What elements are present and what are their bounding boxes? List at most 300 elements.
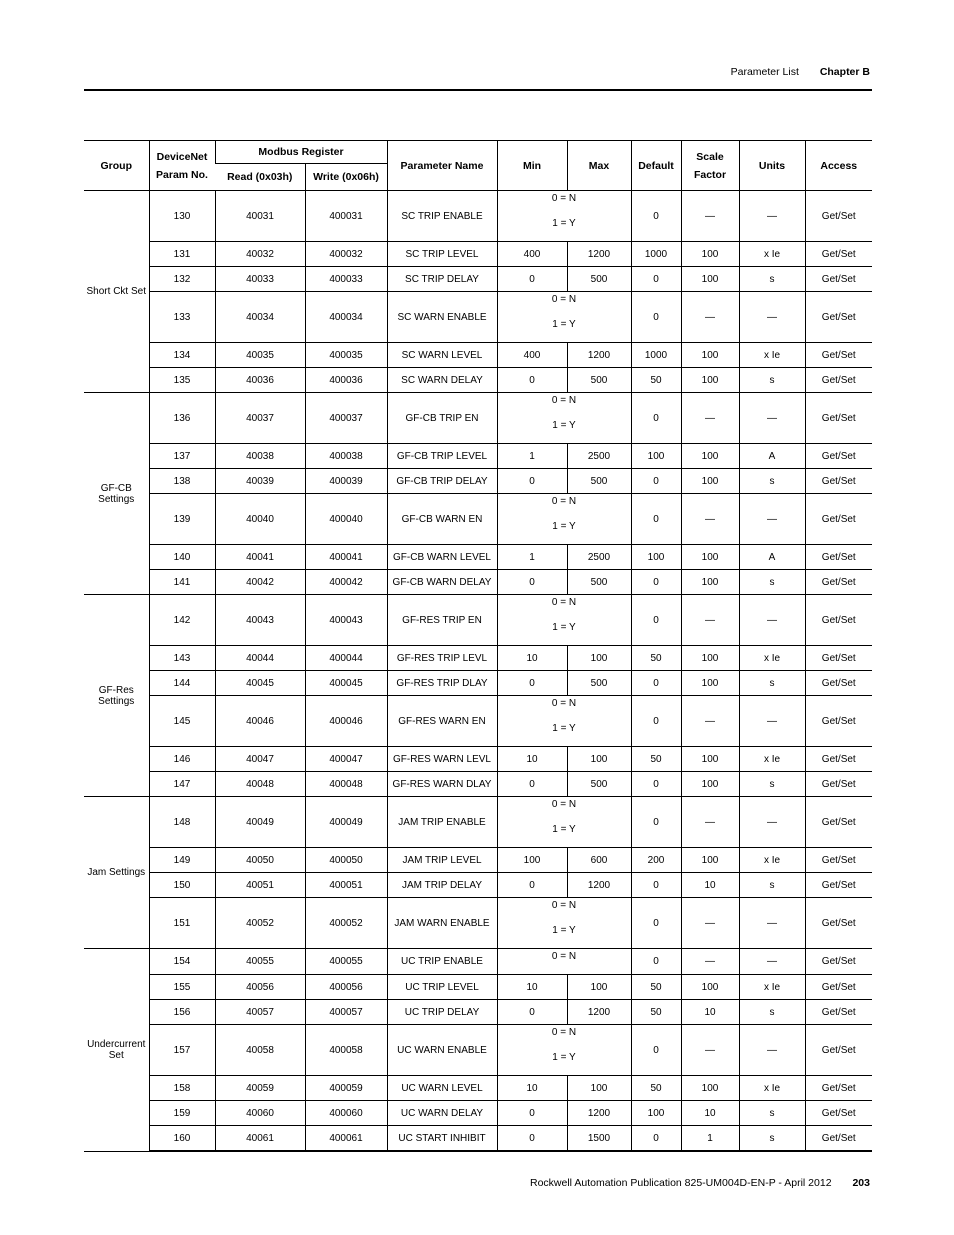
min-value: 0 (497, 1000, 567, 1025)
write-register: 400060 (305, 1101, 387, 1126)
scale-factor: 10 (681, 1101, 739, 1126)
access-value: Get/Set (805, 1000, 872, 1025)
range-cell (497, 595, 631, 646)
col-modbus: Modbus Register (215, 141, 387, 164)
access-value: Get/Set (805, 267, 872, 292)
parameter-name: GF-CB WARN LEVEL (387, 545, 497, 570)
units-value: s (739, 1126, 805, 1152)
parameter-name: UC WARN DELAY (387, 1101, 497, 1126)
units-value: x Ie (739, 242, 805, 267)
table-body (84, 191, 872, 1152)
page-header (731, 66, 870, 78)
col-read: Read (0x03h) (215, 164, 305, 191)
access-value: Get/Set (805, 1076, 872, 1101)
default-value: 50 (631, 646, 681, 671)
param-no: 141 (149, 570, 215, 595)
param-no: 134 (149, 343, 215, 368)
table-row (84, 343, 872, 368)
range-max: 1 = Y (552, 622, 576, 633)
chapter-label: Chapter B (819, 66, 870, 78)
parameter-name: GF-RES TRIP LEVL (387, 646, 497, 671)
units-value: — (739, 292, 805, 343)
scale-factor: 100 (681, 646, 739, 671)
write-register: 400050 (305, 848, 387, 873)
write-register: 400049 (305, 797, 387, 848)
default-value: 0 (631, 191, 681, 242)
parameter-name: SC TRIP DELAY (387, 267, 497, 292)
read-register: 40051 (215, 873, 305, 898)
param-no: 160 (149, 1126, 215, 1152)
scale-factor: 100 (681, 545, 739, 570)
write-register: 400051 (305, 873, 387, 898)
param-no: 148 (149, 797, 215, 848)
read-register: 40046 (215, 696, 305, 747)
max-value: 1200 (567, 1101, 631, 1126)
read-register: 40055 (215, 949, 305, 975)
access-value: Get/Set (805, 494, 872, 545)
read-register: 40044 (215, 646, 305, 671)
access-value: Get/Set (805, 646, 872, 671)
range-max: 1 = Y (552, 420, 576, 431)
default-value: 50 (631, 747, 681, 772)
min-value: 0 (497, 570, 567, 595)
default-value: 50 (631, 368, 681, 393)
max-value: 500 (567, 469, 631, 494)
read-register: 40032 (215, 242, 305, 267)
header-rule (84, 89, 872, 91)
units-value: x Ie (739, 1076, 805, 1101)
max-value: 500 (567, 772, 631, 797)
table-row (84, 797, 872, 848)
parameter-name: JAM TRIP DELAY (387, 873, 497, 898)
default-value: 0 (631, 772, 681, 797)
units-value: s (739, 267, 805, 292)
table-row (84, 747, 872, 772)
range-min: 0 = N (551, 900, 577, 911)
max-value: 100 (567, 1076, 631, 1101)
scale-factor: 100 (681, 444, 739, 469)
default-value: 0 (631, 393, 681, 444)
col-units: Units (739, 141, 805, 191)
access-value: Get/Set (805, 1101, 872, 1126)
range-min: 0 = N (551, 294, 577, 305)
default-value: 0 (631, 1025, 681, 1076)
col-scale: Scale Factor (681, 141, 739, 191)
access-value: Get/Set (805, 242, 872, 267)
parameter-table (84, 140, 872, 1152)
scale-factor: — (681, 696, 739, 747)
parameter-name: JAM TRIP LEVEL (387, 848, 497, 873)
access-value: Get/Set (805, 191, 872, 242)
read-register: 40037 (215, 393, 305, 444)
access-value: Get/Set (805, 898, 872, 949)
max-value: 2500 (567, 444, 631, 469)
table-row (84, 873, 872, 898)
range-max: 1 = Y (552, 218, 576, 229)
param-no: 146 (149, 747, 215, 772)
param-no: 145 (149, 696, 215, 747)
default-value: 0 (631, 292, 681, 343)
parameter-name: UC TRIP DELAY (387, 1000, 497, 1025)
access-value: Get/Set (805, 545, 872, 570)
read-register: 40050 (215, 848, 305, 873)
min-value: 1 (497, 545, 567, 570)
param-no: 159 (149, 1101, 215, 1126)
scale-factor: 100 (681, 772, 739, 797)
max-value: 1500 (567, 1126, 631, 1152)
default-value: 0 (631, 898, 681, 949)
read-register: 40060 (215, 1101, 305, 1126)
scale-factor: — (681, 595, 739, 646)
read-register: 40058 (215, 1025, 305, 1076)
param-no: 142 (149, 595, 215, 646)
scale-factor: 100 (681, 343, 739, 368)
access-value: Get/Set (805, 368, 872, 393)
access-value: Get/Set (805, 570, 872, 595)
scale-factor: 10 (681, 873, 739, 898)
parameter-name: SC TRIP ENABLE (387, 191, 497, 242)
access-value: Get/Set (805, 444, 872, 469)
parameter-name: UC TRIP LEVEL (387, 975, 497, 1000)
read-register: 40041 (215, 545, 305, 570)
scale-factor: — (681, 949, 739, 975)
access-value: Get/Set (805, 975, 872, 1000)
units-value: — (739, 898, 805, 949)
range-max: 1 = Y (552, 521, 576, 532)
default-value: 50 (631, 1000, 681, 1025)
default-value: 0 (631, 873, 681, 898)
units-value: A (739, 444, 805, 469)
units-value: s (739, 772, 805, 797)
scale-factor: 100 (681, 747, 739, 772)
read-register: 40036 (215, 368, 305, 393)
col-access: Access (805, 141, 872, 191)
parameter-name: SC WARN DELAY (387, 368, 497, 393)
units-value: — (739, 797, 805, 848)
read-register: 40033 (215, 267, 305, 292)
write-register: 400041 (305, 545, 387, 570)
default-value: 0 (631, 469, 681, 494)
table-row (84, 848, 872, 873)
scale-factor: 1 (681, 1126, 739, 1152)
read-register: 40038 (215, 444, 305, 469)
access-value: Get/Set (805, 848, 872, 873)
read-register: 40047 (215, 747, 305, 772)
write-register: 400034 (305, 292, 387, 343)
units-value: — (739, 949, 805, 975)
write-register: 400044 (305, 646, 387, 671)
parameter-name: UC START INHIBIT (387, 1126, 497, 1152)
max-value: 100 (567, 646, 631, 671)
scale-factor: 100 (681, 975, 739, 1000)
parameter-name: GF-RES WARN EN (387, 696, 497, 747)
write-register: 400061 (305, 1126, 387, 1152)
write-register: 400038 (305, 444, 387, 469)
units-value: x Ie (739, 343, 805, 368)
param-no: 158 (149, 1076, 215, 1101)
range-max: 1 = Y (552, 925, 576, 936)
scale-factor: 100 (681, 671, 739, 696)
default-value: 0 (631, 671, 681, 696)
access-value: Get/Set (805, 772, 872, 797)
units-value: — (739, 1025, 805, 1076)
max-value: 1200 (567, 873, 631, 898)
table-row (84, 444, 872, 469)
read-register: 40045 (215, 671, 305, 696)
scale-factor: — (681, 494, 739, 545)
range-min: 0 = N (551, 597, 577, 608)
table-row (84, 1076, 872, 1101)
write-register: 400055 (305, 949, 387, 975)
param-no: 132 (149, 267, 215, 292)
table-row (84, 671, 872, 696)
access-value: Get/Set (805, 469, 872, 494)
write-register: 400046 (305, 696, 387, 747)
default-value: 50 (631, 1076, 681, 1101)
read-register: 40039 (215, 469, 305, 494)
table-row (84, 545, 872, 570)
group-cell: Undercurrent Set (84, 949, 149, 1152)
units-value: x Ie (739, 975, 805, 1000)
param-no: 147 (149, 772, 215, 797)
default-value: 0 (631, 570, 681, 595)
write-register: 400056 (305, 975, 387, 1000)
table-row (84, 469, 872, 494)
param-no: 149 (149, 848, 215, 873)
write-register: 400058 (305, 1025, 387, 1076)
max-value: 1200 (567, 242, 631, 267)
scale-factor: — (681, 292, 739, 343)
table-row (84, 1000, 872, 1025)
read-register: 40061 (215, 1126, 305, 1152)
range-cell (497, 797, 631, 848)
read-register: 40059 (215, 1076, 305, 1101)
default-value: 0 (631, 696, 681, 747)
write-register: 400036 (305, 368, 387, 393)
parameter-name: GF-CB TRIP LEVEL (387, 444, 497, 469)
scale-factor: — (681, 393, 739, 444)
scale-factor: 100 (681, 242, 739, 267)
read-register: 40049 (215, 797, 305, 848)
table-row (84, 570, 872, 595)
table-row (84, 292, 872, 343)
units-value: x Ie (739, 747, 805, 772)
parameter-name: GF-RES TRIP DLAY (387, 671, 497, 696)
min-value: 0 (497, 1101, 567, 1126)
range-min: 0 = N (551, 1027, 577, 1038)
range-min: 0 = N (551, 951, 577, 962)
range-min: 0 = N (551, 799, 577, 810)
param-no: 133 (149, 292, 215, 343)
range-min: 0 = N (551, 698, 577, 709)
col-default: Default (631, 141, 681, 191)
table-row (84, 267, 872, 292)
parameter-name: GF-CB TRIP DELAY (387, 469, 497, 494)
max-value: 500 (567, 570, 631, 595)
access-value: Get/Set (805, 873, 872, 898)
read-register: 40034 (215, 292, 305, 343)
range-min: 0 = N (551, 395, 577, 406)
units-value: s (739, 1000, 805, 1025)
access-value: Get/Set (805, 595, 872, 646)
min-value: 0 (497, 469, 567, 494)
access-value: Get/Set (805, 949, 872, 975)
range-min: 0 = N (551, 496, 577, 507)
units-value: s (739, 368, 805, 393)
scale-factor: 100 (681, 267, 739, 292)
write-register: 400033 (305, 267, 387, 292)
group-cell: Short Ckt Set (84, 191, 149, 393)
units-value: s (739, 873, 805, 898)
scale-factor: — (681, 797, 739, 848)
units-value: s (739, 570, 805, 595)
parameter-name: UC TRIP ENABLE (387, 949, 497, 975)
access-value: Get/Set (805, 292, 872, 343)
write-register: 400032 (305, 242, 387, 267)
units-value: — (739, 191, 805, 242)
scale-factor: 100 (681, 469, 739, 494)
table-row (84, 595, 872, 646)
access-value: Get/Set (805, 696, 872, 747)
write-register: 400037 (305, 393, 387, 444)
default-value: 0 (631, 595, 681, 646)
range-cell (497, 494, 631, 545)
access-value: Get/Set (805, 343, 872, 368)
range-cell (497, 949, 631, 975)
table-row (84, 1126, 872, 1152)
default-value: 1000 (631, 343, 681, 368)
table-row (84, 696, 872, 747)
table-row (84, 1025, 872, 1076)
parameter-name: GF-RES WARN DLAY (387, 772, 497, 797)
default-value: 100 (631, 1101, 681, 1126)
default-value: 0 (631, 1126, 681, 1152)
access-value: Get/Set (805, 393, 872, 444)
table-row (84, 242, 872, 267)
parameter-name: JAM WARN ENABLE (387, 898, 497, 949)
units-value: s (739, 671, 805, 696)
param-no: 139 (149, 494, 215, 545)
table-row (84, 393, 872, 444)
default-value: 1000 (631, 242, 681, 267)
scale-factor: 100 (681, 1076, 739, 1101)
max-value: 100 (567, 975, 631, 1000)
param-no: 143 (149, 646, 215, 671)
default-value: 200 (631, 848, 681, 873)
parameter-name: SC WARN ENABLE (387, 292, 497, 343)
default-value: 0 (631, 949, 681, 975)
page-footer (530, 1177, 870, 1189)
write-register: 400039 (305, 469, 387, 494)
param-no: 144 (149, 671, 215, 696)
units-value: s (739, 469, 805, 494)
range-cell (497, 1025, 631, 1076)
scale-factor: — (681, 898, 739, 949)
table-row (84, 772, 872, 797)
default-value: 0 (631, 494, 681, 545)
param-no: 137 (149, 444, 215, 469)
access-value: Get/Set (805, 747, 872, 772)
default-value: 50 (631, 975, 681, 1000)
min-value: 0 (497, 368, 567, 393)
units-value: A (739, 545, 805, 570)
table-row (84, 975, 872, 1000)
min-value: 400 (497, 343, 567, 368)
read-register: 40031 (215, 191, 305, 242)
max-value: 500 (567, 368, 631, 393)
read-register: 40056 (215, 975, 305, 1000)
min-value: 1 (497, 444, 567, 469)
col-max: Max (567, 141, 631, 191)
max-value: 1200 (567, 343, 631, 368)
max-value: 500 (567, 671, 631, 696)
units-value: x Ie (739, 646, 805, 671)
access-value: Get/Set (805, 1126, 872, 1152)
min-value: 0 (497, 267, 567, 292)
write-register: 400035 (305, 343, 387, 368)
read-register: 40048 (215, 772, 305, 797)
param-no: 140 (149, 545, 215, 570)
write-register: 400045 (305, 671, 387, 696)
access-value: Get/Set (805, 1025, 872, 1076)
group-cell: GF-CB Settings (84, 393, 149, 595)
table-row (84, 646, 872, 671)
range-max: 1 = Y (552, 723, 576, 734)
group-cell: GF-Res Settings (84, 595, 149, 797)
table-row (84, 494, 872, 545)
table-row (84, 368, 872, 393)
scale-factor: 100 (681, 368, 739, 393)
units-value: — (739, 696, 805, 747)
range-max: 1 = Y (552, 824, 576, 835)
min-value: 100 (497, 848, 567, 873)
write-register: 400059 (305, 1076, 387, 1101)
write-register: 400052 (305, 898, 387, 949)
col-group: Group (84, 141, 149, 191)
param-no: 154 (149, 949, 215, 975)
access-value: Get/Set (805, 797, 872, 848)
read-register: 40042 (215, 570, 305, 595)
read-register: 40057 (215, 1000, 305, 1025)
scale-factor: 100 (681, 570, 739, 595)
parameter-name: JAM TRIP ENABLE (387, 797, 497, 848)
param-no: 151 (149, 898, 215, 949)
units-value: x Ie (739, 848, 805, 873)
units-value: s (739, 1101, 805, 1126)
parameter-name: GF-RES TRIP EN (387, 595, 497, 646)
col-devicenet: DeviceNet Param No. (149, 141, 215, 191)
write-register: 400043 (305, 595, 387, 646)
range-max: 1 = Y (552, 1052, 576, 1063)
table-row (84, 1101, 872, 1126)
range-cell (497, 292, 631, 343)
range-max: 1 = Y (552, 319, 576, 330)
default-value: 0 (631, 797, 681, 848)
publication-info: Rockwell Automation Publication 825-UM004D-EN-P - April 2012 (530, 1177, 832, 1189)
page-number: 203 (852, 1177, 870, 1189)
max-value: 1200 (567, 1000, 631, 1025)
parameter-name: GF-CB TRIP EN (387, 393, 497, 444)
param-no: 156 (149, 1000, 215, 1025)
read-register: 40040 (215, 494, 305, 545)
min-value: 10 (497, 1076, 567, 1101)
units-value: — (739, 595, 805, 646)
table-row (84, 191, 872, 242)
parameter-name: SC TRIP LEVEL (387, 242, 497, 267)
min-value: 10 (497, 646, 567, 671)
range-cell (497, 191, 631, 242)
max-value: 600 (567, 848, 631, 873)
